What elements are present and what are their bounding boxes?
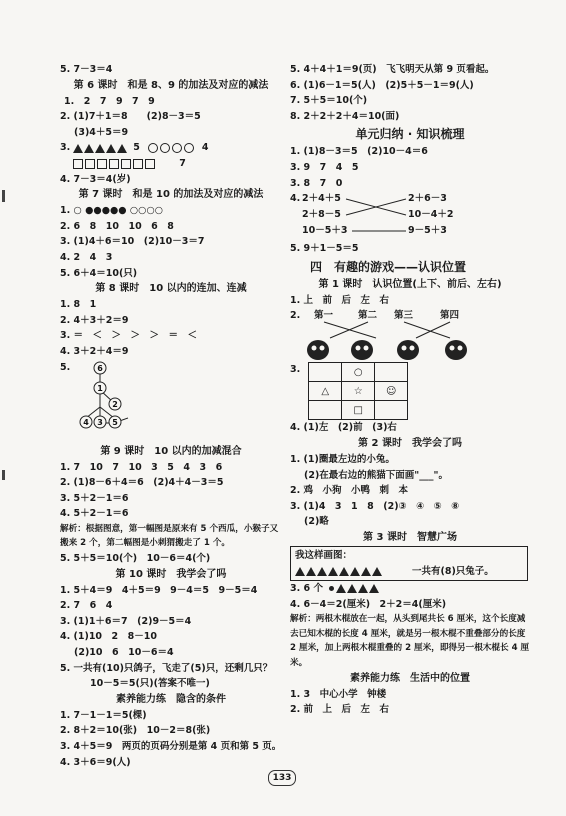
answer-line: 2. 8＋2＝10(张) 10－2＝8(张) — [60, 725, 211, 737]
answer-line: 3. 8 7 0 — [290, 177, 343, 189]
box-answer-row — [295, 564, 523, 580]
answer-line: 5. 6＋4＝10(只) — [60, 267, 138, 279]
grid-square: □ — [342, 401, 375, 420]
square-icon — [97, 159, 107, 169]
triangle-icon — [369, 584, 379, 593]
lesson-heading: 第 3 课时 智慧广场 — [363, 531, 457, 543]
shape-grid — [308, 362, 408, 420]
shape-answer-row: 3. 5 4 — [60, 140, 282, 156]
lesson-heading: 第 1 课时 认识位置(上下、前后、左右) — [318, 278, 502, 290]
position-label: 第一 — [314, 310, 334, 322]
answer-line: 1. 5＋4＝9 4＋5＝9 9－4＝5 9－5＝4 — [60, 584, 258, 596]
triangle-icon — [358, 584, 368, 593]
answer-number: 7 — [179, 157, 186, 169]
position-label: 第四 — [440, 310, 460, 322]
lesson-heading: 第 9 课时 10 以内的加减混合 — [100, 445, 242, 457]
circle-icon — [172, 143, 182, 153]
tree-node-label: 4 — [83, 417, 89, 427]
position-label: 第三 — [394, 310, 414, 322]
explanation-note: 解析：两根木棍放在一起，从头到尾共长 6 厘米，这个长度减去已知木棍的长度 4 厘米，就是另一根木棍不重叠部分的长度 2 厘米，加上两根木棍重叠的 2 厘米，即得另一根木棍长 4 厘米。 — [290, 614, 530, 669]
triangle-icon — [347, 584, 357, 593]
answer-line: 1. 7－1－1＝5(棵) — [60, 709, 147, 721]
square-icon — [73, 159, 83, 169]
match-lines — [290, 191, 530, 241]
answer-line: 3. 6 个 — [290, 583, 323, 595]
answer-line: 3. 4＋5＝9 两页的页码分别是第 4 页和第 5 页。 — [60, 741, 282, 752]
lesson-heading: 第 6 课时 和是 8、9 的加法及对应的减法 — [73, 79, 269, 91]
answer-line: 5. 4＋4＋1＝9(页) 飞飞明天从第 9 页看起。 — [290, 64, 495, 75]
answer-line: 2. — [290, 310, 301, 322]
shape-grid-answer — [290, 362, 530, 420]
lesson-heading: 第 8 课时 10 以内的连加、连减 — [95, 283, 247, 295]
square-icon — [109, 159, 119, 169]
answer-line: 2. 前 上 后 左 右 — [290, 704, 390, 716]
triangle-icon — [339, 567, 349, 576]
answer-line: 8. 2＋2＋2＋4＝10(面) — [290, 110, 400, 122]
circle-icon — [184, 143, 194, 153]
answer-line: 3. 9 7 4 5 — [290, 161, 359, 173]
matching-diagram: 4. 2＋4＋5 2＋8－5 10－5＋3 2＋6－3 10－4＋2 9－5＋3 — [290, 191, 530, 241]
answer-line: 3. 5＋2－1＝6 — [60, 492, 129, 504]
tree-node-label: 2 — [112, 399, 118, 409]
number-tree — [60, 360, 282, 444]
answer-line: 1. 8 1 — [60, 299, 97, 311]
square-icon — [145, 159, 155, 169]
position-matching — [290, 308, 530, 362]
answer-line: 6. (1)6－1＝5(人) (2)5＋5－1＝9(人) — [290, 79, 474, 91]
bear-icon — [445, 340, 467, 360]
squirrel-icon — [397, 340, 419, 360]
tree-node-label: 6 — [97, 363, 103, 373]
circle-icon — [148, 143, 158, 153]
square-icon — [85, 159, 95, 169]
answer-line: 5. 7－3＝4 — [60, 64, 113, 75]
grid-circle: ○ — [342, 363, 375, 382]
answer-line: (2)在最右边的熊猫下面画"___"。 — [304, 469, 448, 481]
answer-line: 1. ○ ●●●●● ○○○○ — [60, 205, 164, 217]
lesson-heading: 第 7 课时 和是 10 的加法及对应的减法 — [78, 189, 264, 201]
tree-node-label: 1 — [97, 383, 103, 393]
triangle-icon — [361, 567, 371, 576]
answer-number: 4 — [201, 142, 209, 154]
triangle-icon — [73, 144, 83, 153]
triangle-icon — [106, 144, 116, 153]
answer-line: 3. ＝ ＜ ＞ ＞ ＞ ＝ ＜ — [60, 330, 198, 342]
chapter-heading: 四 有趣的游戏——认识位置 — [310, 259, 467, 274]
answer-line: 1. (1)8－3＝5 (2)10－4＝6 — [290, 146, 428, 158]
triangle-icon — [95, 144, 105, 153]
tree-node-label: 5 — [112, 417, 118, 427]
answer-line: 2. 4＋3＋2＝9 — [60, 314, 129, 326]
answer-line: 5. 一共有(10)只鸽子，飞走了(5)只，还剩几只？ — [60, 662, 273, 674]
answer-line: 1. 3 中心小学 钟楼 — [290, 688, 387, 700]
shape-answer-row — [290, 581, 530, 597]
answer-line: 5. — [60, 361, 71, 373]
triangle-icon — [336, 584, 346, 593]
triangle-icon — [117, 144, 127, 153]
panda-icon — [307, 340, 329, 360]
answer-line: 3. (1)1＋6＝7 (2)9－5＝4 — [60, 615, 192, 627]
grid-triangle: △ — [309, 382, 342, 401]
match-left-item: 10－5＋3 — [302, 225, 348, 237]
triangle-icon — [328, 567, 338, 576]
triangle-icon — [84, 144, 94, 153]
shape-answer-row — [60, 156, 282, 172]
unit-summary-heading: 单元归纳 · 知识梳理 — [355, 127, 465, 142]
dot-icon — [329, 586, 334, 591]
binding-mark — [2, 470, 5, 480]
drawing-answer-box — [290, 546, 528, 581]
answer-line: 1. 上 前 后 左 右 — [290, 294, 390, 306]
answer-line: (2)10 6 10－6＝4 — [74, 647, 174, 659]
answer-line: 4. 3＋6＝9(人) — [60, 756, 131, 768]
answer-line: (3)4＋5＝9 — [74, 126, 129, 138]
triangle-icon — [372, 567, 382, 576]
answer-line: 2. 7 6 4 — [60, 600, 113, 612]
number-tree-diagram — [60, 360, 180, 444]
match-right-item: 9－5＋3 — [408, 225, 447, 237]
answer-line: 2. 6 8 10 10 6 8 — [60, 220, 174, 232]
answer-line: 3. (1)4＋6＝10 (2)10－3＝7 — [60, 236, 205, 248]
answer-line: 5. 5＋5＝10(个) 10－6＝4(个) — [60, 553, 211, 565]
answer-line: 3. (1)4 3 1 8 (2)③ ④ ⑤ ⑧ — [290, 500, 460, 512]
answer-line: 1. (1)圈最左边的小兔。 — [290, 453, 395, 465]
answer-line: 4. 3＋2＋4＝9 — [60, 345, 129, 357]
triangle-icon — [350, 567, 360, 576]
tree-node-label: 3 — [97, 417, 103, 427]
box-answer: 一共有(8)只兔子。 — [412, 565, 494, 577]
answer-line: 4. 5＋2－1＝6 — [60, 508, 129, 520]
answer-line: 2. 鸡 小狗 小鸭 刺 本 — [290, 485, 409, 497]
answer-line: 2. (1)7＋1＝8 (2)8－3＝5 — [60, 111, 201, 123]
match-left-item: 2＋8－5 — [302, 209, 341, 221]
animal-pictures — [290, 308, 530, 362]
answer-line: 5. 9＋1－5＝5 — [290, 243, 359, 255]
answer-line: 4. 6－4＝2(厘米) 2＋2＝4(厘米) — [290, 598, 447, 610]
grid-star: ☆ — [342, 382, 375, 401]
answer-line: 10－5＝5(只)(答案不唯一) — [90, 678, 210, 690]
answer-number: 5 — [133, 142, 140, 154]
answer-line: 4. 2 4 3 — [60, 251, 113, 263]
square-icon — [121, 159, 131, 169]
triangle-icon — [317, 567, 327, 576]
grid-smiley: ☺ — [375, 382, 408, 401]
match-right-item: 2＋6－3 — [408, 193, 447, 205]
triangle-icon — [306, 567, 316, 576]
box-prompt: 我这样画图： — [295, 549, 353, 561]
triangle-icon — [295, 567, 305, 576]
lesson-heading: 第 2 课时 我学会了吗 — [358, 437, 462, 449]
answer-line: 7. 5＋5＝10(个) — [290, 95, 368, 107]
left-column — [60, 62, 282, 770]
answer-line: (2)略 — [304, 516, 329, 528]
answer-line: 4. (1)左 (2)前 (3)右 — [290, 422, 397, 434]
answer-line: 4. (1)10 2 8－10 — [60, 631, 157, 643]
lesson-heading: 第 10 课时 我学会了吗 — [115, 568, 227, 580]
lesson-heading: 素养能力练 生活中的位置 — [350, 672, 470, 684]
binding-mark — [2, 190, 5, 202]
monkey-icon — [351, 340, 373, 360]
circle-icon — [160, 143, 170, 153]
right-column — [290, 62, 530, 718]
page-number: 133 — [268, 770, 296, 786]
position-label: 第二 — [358, 310, 378, 322]
answer-line: 1. 7 10 7 10 3 5 4 3 6 — [60, 461, 223, 473]
answer-line: 1. 2 7 9 7 9 — [64, 95, 155, 107]
answer-line: 4. 7－3＝4(岁) — [60, 173, 131, 185]
answer-line: 3. — [290, 364, 301, 376]
square-icon — [133, 159, 143, 169]
lesson-heading: 素养能力练 隐含的条件 — [116, 693, 226, 705]
match-left-item: 2＋4＋5 — [302, 193, 341, 205]
match-right-item: 10－4＋2 — [408, 209, 454, 221]
explanation-note: 解析：根据图意，第一幅图是原来有 5 个西瓜，小猴子又搬来 2 个，第二幅图是小刺猬搬走了 1 个。 — [60, 523, 279, 549]
answer-line: 2. (1)8－6＋4＝6 (2)4＋4－3＝5 — [60, 477, 224, 489]
